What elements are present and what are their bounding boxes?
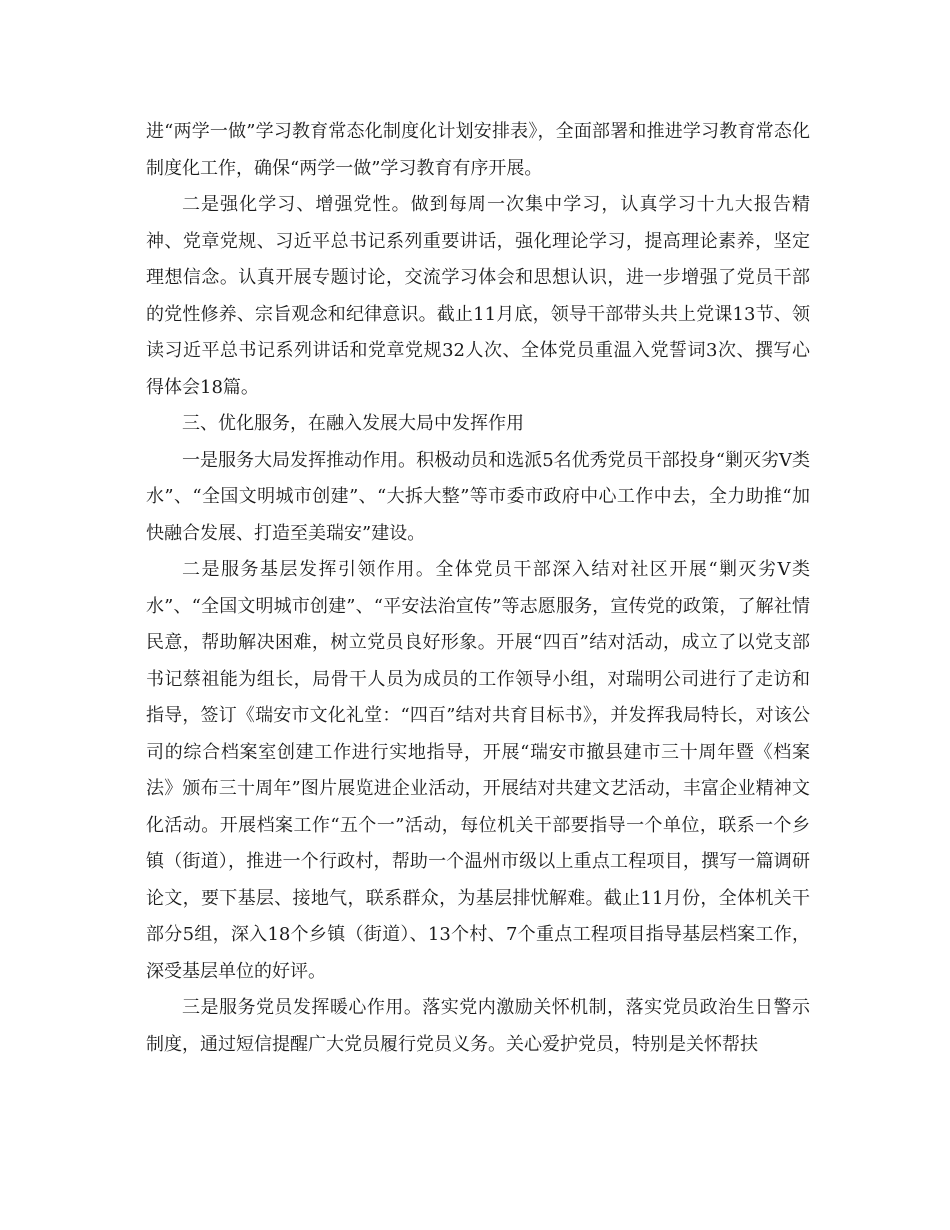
paragraph-serve-members: 三是服务党员发挥暖心作用。落实党内激励关怀机制，落实党员政治生日警示制度，通过短信提醒广大党员履行党员义务。关心爱护党员，特别是关怀帮扶 xyxy=(146,997,810,1055)
paragraph-serve-overall: 一是服务大局发挥推动作用。积极动员和选派5名优秀党员干部投身“剿灭劣Ⅴ类水”、“全国文明城市创建”、“大拆大整”等市委市政府中心工作中去，全力助推“加快融合发展、打造至美瑞安”建设。 xyxy=(146,449,810,544)
paragraph-serve-grassroots: 二是服务基层发挥引领作用。全体党员干部深入结对社区开展“剿灭劣Ⅴ类水”、“全国文明城市创建”、“平安法治宣传”等志愿服务，宣传党的政策，了解社情民意，帮助解决困难，树立党员良好形象。开展“四百”结对活动，成立了以党支部书记蔡祖能为组长，局骨干人员为成员的工作领导小组，对瑞明公司进行了走访和指导，签订《瑞安市文化礼堂：“四百”结对共育目标书》，并发挥我局特长，对该公司的综合档案室创建工作进行实地指导，开展“瑞安市撤县建市三十周年暨《档案法》颁布三十周年”图片展览进企业活动，开展结对共建文艺活动，丰富企业精神文化活动。开展档案工作“五个一”活动，每位机关干部要指导一个单位，联系一个乡镇（街道），推进一个行政村，帮助一个温州市级以上重点工程项目，撰写一篇调研论文，要下基层、接地气，联系群众，为基层排忧解难。截止11月份，全体机关干部分5组，深入18个乡镇（街道）、13个村、7个重点工程项目指导基层档案工作，深受基层单位的好评。 xyxy=(146,559,810,982)
section-heading-optimize-service: 三、优化服务，在融入发展大局中发挥作用 xyxy=(182,413,524,434)
paragraph-continuation: 进“两学一做”学习教育常态化制度化计划安排表》，全面部署和推进学习教育常态化制度化工作，确保“两学一做”学习教育有序开展。 xyxy=(146,121,810,179)
paragraph-study-party-spirit: 二是强化学习、增强党性。做到每周一次集中学习，认真学习十九大报告精神、党章党规、习近平总书记系列重要讲话，强化理论学习，提高理论素养，坚定理想信念。认真开展专题讨论，交流学习体会和思想认识，进一步增强了党员干部的党性修养、宗旨观念和纪律意识。截止11月底，领导干部带头共上党课13节、领读习近平总书记系列讲话和党章党规32人次、全体党员重温入党誓词3次、撰写心得体会18篇。 xyxy=(146,194,810,398)
